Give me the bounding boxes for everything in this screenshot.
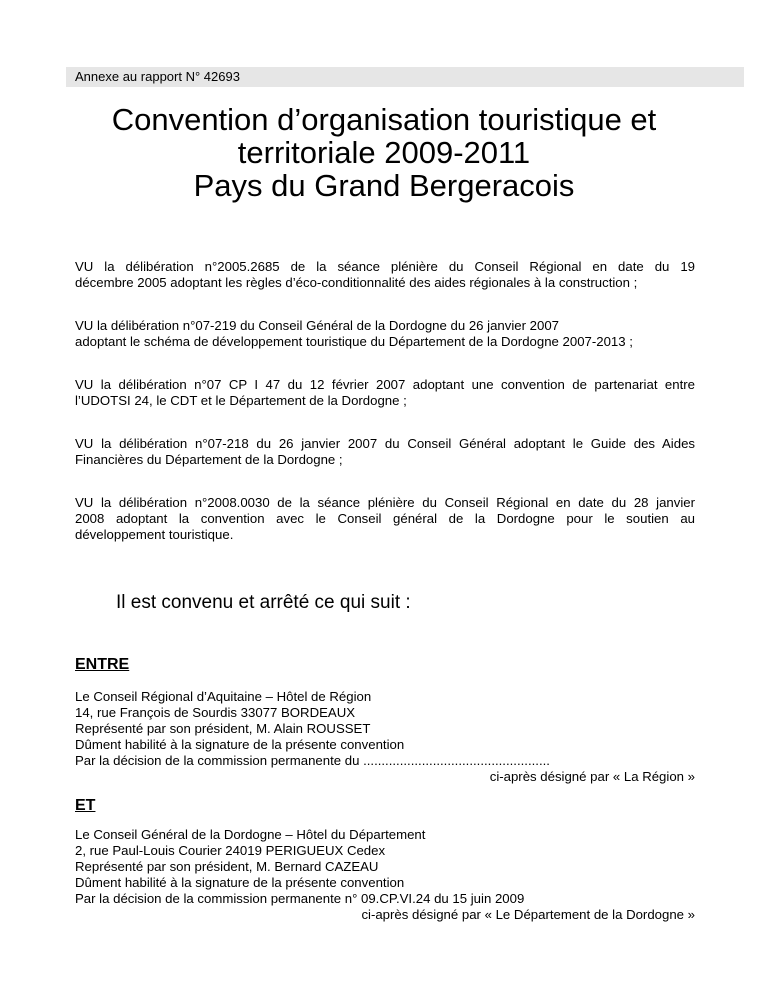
party-departement [75, 827, 695, 923]
party-line: Représenté par son président, M. Bernard CAZEAU [75, 859, 379, 874]
party-line: Dûment habilité à la signature de la présente convention [75, 875, 405, 890]
party-line: Par la décision de la commission permanente n° 09.CP.VI.24 du 15 juin 2009 [75, 891, 525, 906]
section-heading-et: ET [75, 797, 96, 814]
paragraph-line: VU la délibération n°07-218 du 26 janvier 2007 du Conseil Général adoptant le Guide des Aides [75, 436, 695, 451]
annex-reference: Annexe au rapport N° 42693 [75, 69, 240, 84]
party-designation: ci-après désigné par « La Région » [489, 769, 695, 784]
title-line: territoriale 2009-2011 [237, 135, 531, 170]
paragraph-line: développement touristique. [75, 527, 234, 542]
paragraph-line: VU la délibération n°07-219 du Conseil Général de la Dordogne du 26 janvier 2007 [75, 318, 560, 333]
paragraph-line: l’UDOTSI 24, le CDT et le Département de la Dordogne ; [75, 393, 407, 408]
party-line: 2, rue Paul-Louis Courier 24019 PERIGUEUX Cedex [75, 843, 386, 858]
party-line: Dûment habilité à la signature de la présente convention [75, 737, 405, 752]
document-title [60, 103, 708, 202]
party-line: 14, rue François de Sourdis 33077 BORDEAUX [75, 705, 356, 720]
vu-paragraph-3 [75, 377, 695, 409]
paragraph-line: décembre 2005 adoptant les règles d’éco-conditionnalité des aides régionales à la construction ; [75, 275, 638, 290]
party-line: Le Conseil Général de la Dordogne – Hôtel du Département [75, 827, 426, 842]
party-line: Représenté par son président, M. Alain ROUSSET [75, 721, 371, 736]
party-designation: ci-après désigné par « Le Département de la Dordogne » [361, 907, 695, 922]
paragraph-line: adoptant le schéma de développement touristique du Département de la Dordogne 2007-2013 ; [75, 334, 633, 349]
vu-paragraph-4 [75, 436, 695, 468]
party-region [75, 689, 695, 785]
agreement-statement: Il est convenu et arrêté ce qui suit : [116, 592, 411, 613]
party-line: Le Conseil Régional d’Aquitaine – Hôtel de Région [75, 689, 372, 704]
paragraph-line: VU la délibération n°2005.2685 de la séance plénière du Conseil Régional en date du 19 [75, 259, 695, 274]
section-heading-entre: ENTRE [75, 656, 130, 673]
title-line: Convention d’organisation touristique et [111, 102, 657, 137]
paragraph-line: Financières du Département de la Dordogne ; [75, 452, 343, 467]
paragraph-line: 2008 adoptant la convention avec le Conseil général de la Dordogne pour le soutien au [75, 511, 695, 526]
vu-paragraph-2 [75, 318, 695, 350]
title-line: Pays du Grand Bergeracois [193, 168, 575, 203]
vu-paragraph-5 [75, 495, 695, 543]
party-line: Par la décision de la commission permanente du ................................................... [75, 753, 550, 768]
vu-paragraph-1 [75, 259, 695, 291]
paragraph-line: VU la délibération n°2008.0030 de la séance plénière du Conseil Régional en date du 28 janvier [75, 495, 695, 510]
paragraph-line: VU la délibération n°07 CP I 47 du 12 février 2007 adoptant une convention de partenariat entre [75, 377, 695, 392]
